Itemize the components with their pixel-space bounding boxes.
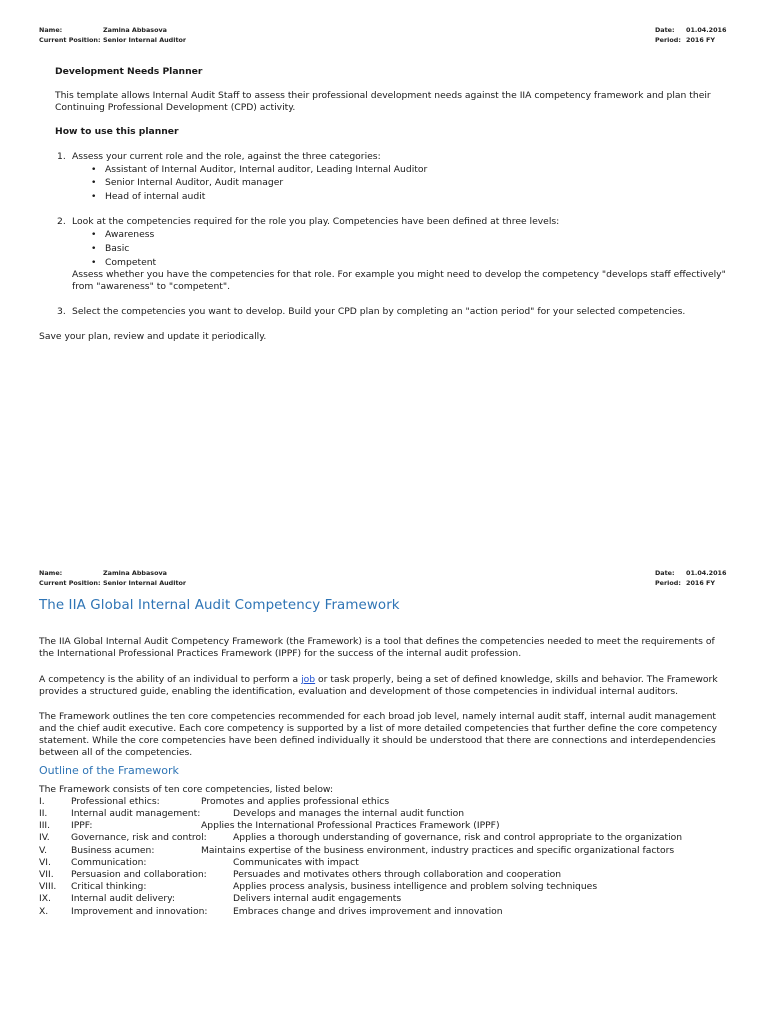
framework-p3-line-1: The Framework outlines the ten core competencies recommended for each broad job level, namely internal audit staff, internal audit management bbox=[39, 711, 717, 722]
step1-number: 1. bbox=[57, 151, 66, 162]
date-label: Date: bbox=[655, 26, 675, 34]
outline-intro: The Framework consists of ten core competencies, listed below: bbox=[39, 784, 334, 795]
step3-text: Select the competencies you want to develop. Build your CPD plan by completing an "action period" for your selected competencies. bbox=[72, 306, 686, 317]
intro-line-1: This template allows Internal Audit Staff to assess their professional development needs against the IIA competency framework and plan their bbox=[55, 90, 711, 101]
position-value: Senior Internal Auditor bbox=[103, 35, 187, 44]
list-item: • Awareness bbox=[91, 229, 155, 240]
framework-p3-line-3: statement. While the core competencies have been defined individually it should be understood that there are connections and interdependencies bbox=[39, 735, 716, 746]
competency-row: VI. Communication: Communicates with impact bbox=[39, 857, 359, 868]
competency-row: VII. Persuasion and collaboration: Persuades and motivates others through collaboration and cooperation bbox=[39, 869, 562, 880]
date-value: 01.04.2016 bbox=[686, 26, 727, 34]
framework-title: The IIA Global Internal Audit Competency Framework bbox=[39, 598, 400, 613]
position-label: Current Position: bbox=[39, 578, 101, 587]
position-label: Current Position: bbox=[39, 35, 101, 44]
competency-row: I. Professional ethics: Promotes and applies professional ethics bbox=[39, 796, 390, 807]
list-item: • Head of internal audit bbox=[91, 191, 206, 202]
position-value: Senior Internal Auditor bbox=[103, 578, 187, 587]
framework-p1-line-2: the International Professional Practices Framework (IPPF) for the success of the internal audit profession. bbox=[39, 648, 522, 659]
intro-line-2: Continuing Professional Development (CPD) activity. bbox=[55, 102, 296, 113]
step3-number: 3. bbox=[57, 306, 66, 317]
competency-row: VIII. Critical thinking: Applies process analysis, business intelligence and problem solving techniques bbox=[39, 881, 598, 892]
competency-row: X. Improvement and innovation: Embraces change and drives improvement and innovation bbox=[39, 906, 503, 917]
competency-row: II. Internal audit management: Develops and manages the internal audit function bbox=[39, 808, 465, 819]
framework-p2-line-2: provides a structured guide, enabling the identification, evaluation and development of those competencies in individual internal auditors. bbox=[39, 686, 679, 697]
competency-row: III. IPPF: Applies the International Professional Practices Framework (IPPF) bbox=[39, 820, 500, 831]
name-label: Name: bbox=[39, 26, 63, 34]
step2-text: Look at the competencies required for the role you play. Competencies have been defined at three levels: bbox=[72, 216, 560, 227]
name-value: Zamina Abbasova bbox=[103, 26, 167, 34]
period-label: Period: bbox=[655, 578, 681, 587]
step1-text: Assess your current role and the role, against the three categories: bbox=[72, 151, 381, 162]
step2-number: 2. bbox=[57, 216, 66, 227]
date-value: 01.04.2016 bbox=[686, 569, 727, 577]
date-label: Date: bbox=[655, 569, 675, 577]
period-label: Period: bbox=[655, 35, 681, 44]
job-link[interactable]: job bbox=[301, 674, 316, 685]
list-item: • Competent bbox=[91, 257, 157, 268]
save-note: Save your plan, review and update it periodically. bbox=[39, 331, 267, 342]
period-value: 2016 FY bbox=[686, 578, 716, 587]
page-header-2 bbox=[39, 569, 727, 588]
name-label: Name: bbox=[39, 569, 63, 577]
competency-row: IV. Governance, risk and control: Applies a thorough understanding of governance, risk and control appropriate to the organization bbox=[39, 832, 683, 843]
list-item: • Basic bbox=[91, 243, 130, 254]
period-value: 2016 FY bbox=[686, 35, 716, 44]
competency-row: V. Business acumen: Maintains expertise of the business environment, industry practices and specific organizational factors bbox=[39, 845, 675, 856]
framework-p3-line-4: between all of the competencies. bbox=[39, 747, 193, 758]
howto-title: How to use this planner bbox=[55, 126, 179, 137]
step2-note-line-2: from "awareness" to "competent". bbox=[72, 281, 231, 292]
list-item: • Senior Internal Auditor, Audit manager bbox=[91, 177, 284, 188]
framework-p3-line-2: and the chief audit executive. Each core competency is supported by a list of more detailed competencies that further define the core competency bbox=[39, 723, 718, 734]
framework-p1-line-1: The IIA Global Internal Audit Competency Framework (the Framework) is a tool that defines the competencies needed to meet the requirements of bbox=[39, 636, 715, 647]
planner-title: Development Needs Planner bbox=[55, 66, 203, 77]
page-header-1 bbox=[39, 26, 727, 45]
name-value: Zamina Abbasova bbox=[103, 569, 167, 577]
framework-p2-line-1: A competency is the ability of an individual to perform a job or task properly, being a set of defined knowledge, skills and behavior. The Framework bbox=[39, 674, 718, 685]
step2-note-line-1: Assess whether you have the competencies for that role. For example you might need to develop the competency "develops staff effectively" bbox=[72, 269, 726, 280]
list-item: • Assistant of Internal Auditor, Internal auditor, Leading Internal Auditor bbox=[91, 164, 428, 175]
outline-title: Outline of the Framework bbox=[39, 764, 179, 777]
competency-row: IX. Internal audit delivery: Delivers internal audit engagements bbox=[39, 893, 402, 904]
